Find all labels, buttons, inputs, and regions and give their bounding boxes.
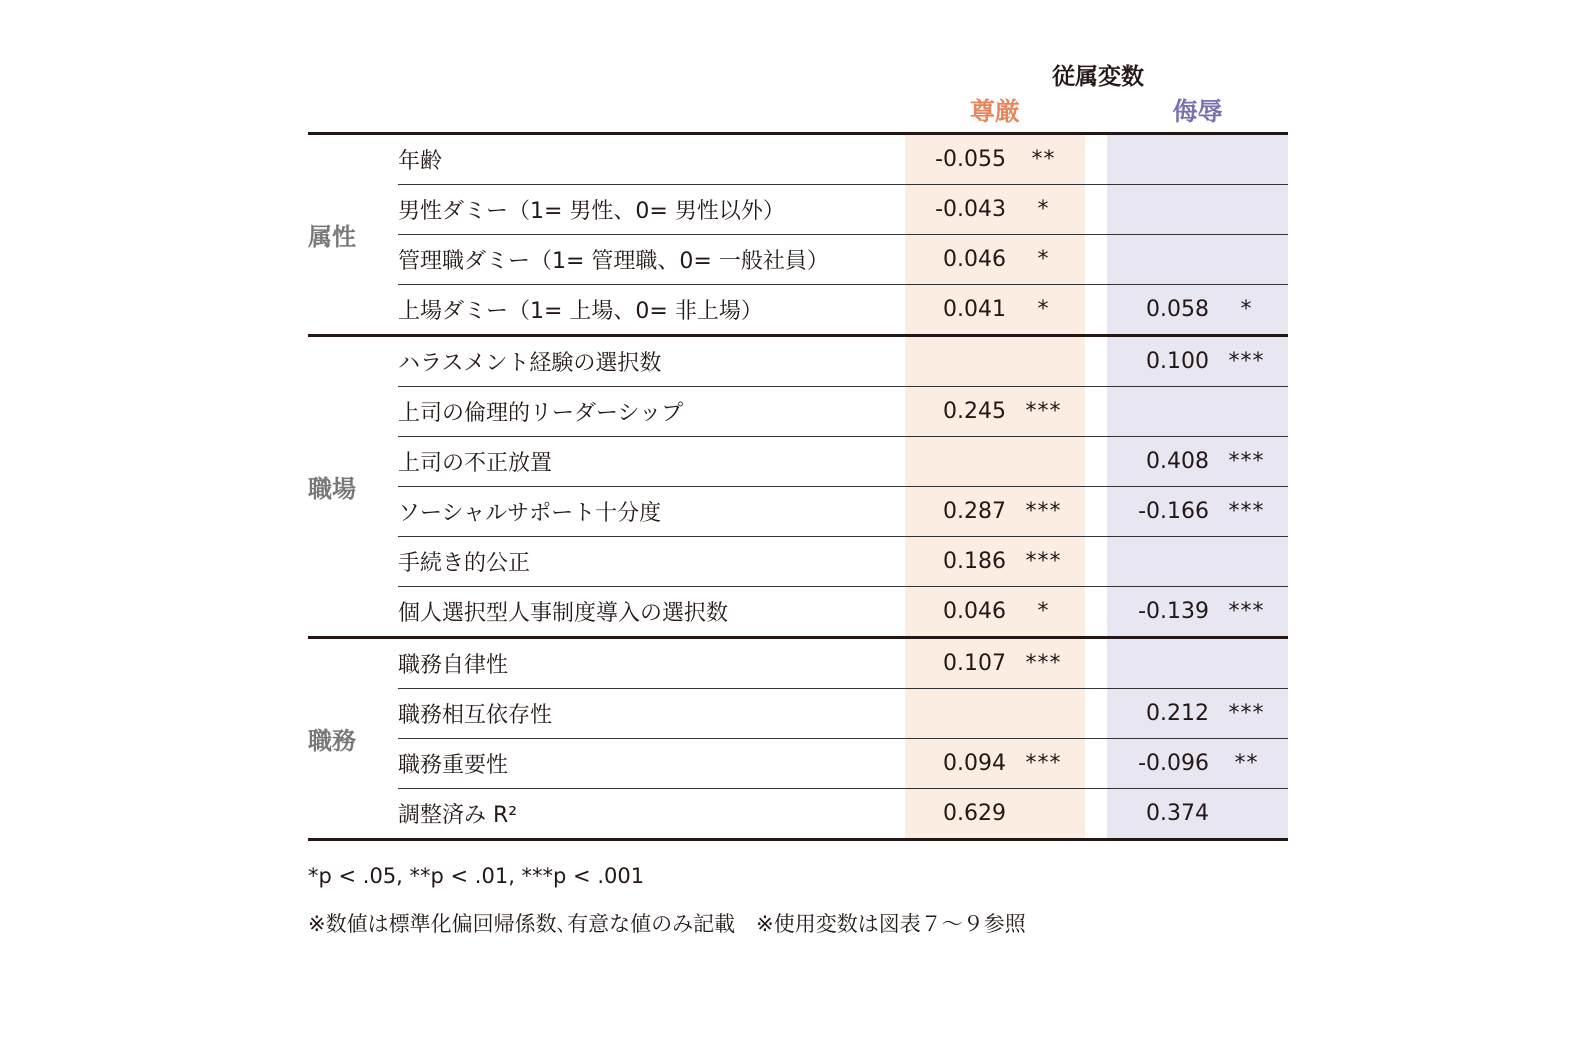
insult-coefficient: 0.408: [1107, 437, 1213, 487]
dignity-coefficient: 0.245: [905, 387, 1010, 437]
table-row: [308, 336, 1288, 387]
insult-significance: *: [1213, 285, 1288, 336]
insult-coefficient: -0.166: [1107, 487, 1213, 537]
dignity-coefficient: 0.094: [905, 739, 1010, 789]
dignity-coefficient: [905, 689, 1010, 739]
group-label: 職務: [308, 638, 398, 840]
significance-note: *p < .05, **p < .01, ***p < .001: [308, 864, 645, 888]
dignity-coefficient: 0.186: [905, 537, 1010, 587]
insult-coefficient: -0.096: [1107, 739, 1213, 789]
table-row: [308, 537, 1288, 587]
dignity-coefficient: 0.046: [905, 235, 1010, 285]
dignity-significance: *: [1010, 587, 1085, 638]
dignity-coefficient: [905, 336, 1010, 387]
insult-significance: [1213, 235, 1288, 285]
column-gap: [1085, 336, 1107, 387]
insult-significance: [1213, 638, 1288, 689]
dignity-significance: [1010, 689, 1085, 739]
dignity-coefficient: -0.043: [905, 185, 1010, 235]
insult-coefficient: 0.212: [1107, 689, 1213, 739]
row-item-label: 男性ダミー（1= 男性、0= 男性以外）: [398, 185, 905, 235]
insult-coefficient: [1107, 638, 1213, 689]
insult-coefficient: 0.374: [1107, 789, 1213, 840]
table-row: [308, 638, 1288, 689]
table-row: [308, 587, 1288, 638]
row-item-label: 上司の不正放置: [398, 437, 905, 487]
dignity-significance: ***: [1010, 537, 1085, 587]
dignity-significance: ***: [1010, 387, 1085, 437]
insult-significance: ***: [1213, 336, 1288, 387]
column-gap: [1085, 487, 1107, 537]
column-header-dignity: 尊厳: [969, 97, 1020, 126]
insult-significance: **: [1213, 739, 1288, 789]
table-row: [308, 387, 1288, 437]
insult-significance: [1213, 789, 1288, 840]
dignity-coefficient: 0.287: [905, 487, 1010, 537]
column-gap: [1085, 638, 1107, 689]
row-item-label: 調整済み R²: [398, 789, 905, 840]
dignity-significance: [1010, 336, 1085, 387]
dependent-variable-label: 従属変数: [1052, 64, 1144, 90]
dignity-coefficient: 0.041: [905, 285, 1010, 336]
table-row: [308, 739, 1288, 789]
row-item-label: 手続き的公正: [398, 537, 905, 587]
column-gap: [1085, 739, 1107, 789]
row-item-label: 職務重要性: [398, 739, 905, 789]
insult-coefficient: -0.139: [1107, 587, 1213, 638]
remark-note: ※数値は標準化偏回帰係数､有意な値のみ記載 ※使用変数は図表７～９参照: [308, 912, 1026, 936]
row-item-label: 上場ダミー（1= 上場、0= 非上場）: [398, 285, 905, 336]
table-row: [308, 789, 1288, 840]
dignity-significance: *: [1010, 185, 1085, 235]
dignity-significance: *: [1010, 285, 1085, 336]
dignity-coefficient: 0.046: [905, 587, 1010, 638]
group-label: 職場: [308, 336, 398, 638]
column-header-insult: 侮辱: [1172, 97, 1223, 126]
column-gap: [1085, 587, 1107, 638]
dignity-significance: ***: [1010, 638, 1085, 689]
insult-coefficient: 0.100: [1107, 336, 1213, 387]
insult-coefficient: [1107, 387, 1213, 437]
insult-coefficient: [1107, 134, 1213, 185]
column-gap: [1085, 689, 1107, 739]
group-label: 属性: [308, 134, 398, 336]
table-row: [308, 285, 1288, 336]
insult-coefficient: [1107, 235, 1213, 285]
dignity-significance: [1010, 437, 1085, 487]
row-item-label: 管理職ダミー（1= 管理職、0= 一般社員）: [398, 235, 905, 285]
column-gap: [1085, 185, 1107, 235]
dignity-significance: ***: [1010, 487, 1085, 537]
table-row: [308, 134, 1288, 185]
row-item-label: 上司の倫理的リーダーシップ: [398, 387, 905, 437]
table-row: [308, 487, 1288, 537]
insult-significance: [1213, 387, 1288, 437]
row-item-label: 職務自律性: [398, 638, 905, 689]
dignity-coefficient: -0.055: [905, 134, 1010, 185]
insult-coefficient: [1107, 185, 1213, 235]
dignity-coefficient: 0.107: [905, 638, 1010, 689]
dignity-coefficient: 0.629: [905, 789, 1010, 840]
table-row: [308, 235, 1288, 285]
table-row: [308, 689, 1288, 739]
dignity-significance: [1010, 789, 1085, 840]
insult-significance: [1213, 185, 1288, 235]
dignity-significance: *: [1010, 235, 1085, 285]
column-gap: [1085, 387, 1107, 437]
row-item-label: ハラスメント経験の選択数: [398, 336, 905, 387]
row-item-label: 職務相互依存性: [398, 689, 905, 739]
insult-significance: ***: [1213, 437, 1288, 487]
row-item-label: 個人選択型人事制度導入の選択数: [398, 587, 905, 638]
column-gap: [1085, 437, 1107, 487]
regression-table: [308, 132, 1288, 841]
insult-significance: [1213, 537, 1288, 587]
insult-significance: [1213, 134, 1288, 185]
column-gap: [1085, 789, 1107, 840]
column-gap: [1085, 134, 1107, 185]
row-item-label: 年齢: [398, 134, 905, 185]
dignity-significance: **: [1010, 134, 1085, 185]
column-gap: [1085, 285, 1107, 336]
dignity-significance: ***: [1010, 739, 1085, 789]
row-item-label: ソーシャルサポート十分度: [398, 487, 905, 537]
insult-significance: ***: [1213, 689, 1288, 739]
insult-significance: ***: [1213, 587, 1288, 638]
column-gap: [1085, 537, 1107, 587]
insult-coefficient: [1107, 537, 1213, 587]
insult-coefficient: 0.058: [1107, 285, 1213, 336]
dignity-coefficient: [905, 437, 1010, 487]
table-row: [308, 185, 1288, 235]
column-gap: [1085, 235, 1107, 285]
table-row: [308, 437, 1288, 487]
insult-significance: ***: [1213, 487, 1288, 537]
